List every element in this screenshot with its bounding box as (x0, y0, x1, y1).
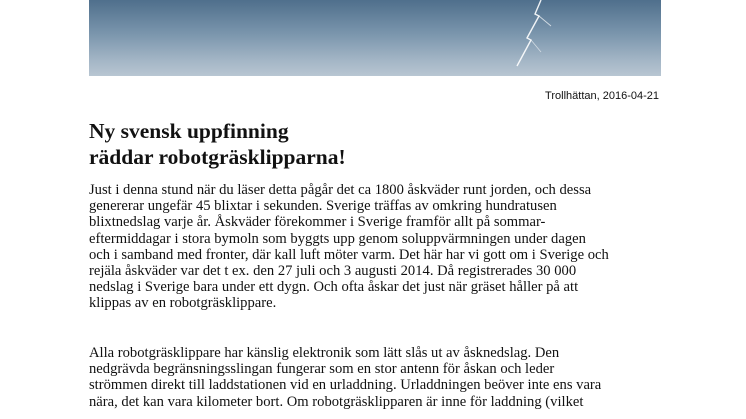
text-line: Just i denna stund när du läser detta pågår det ca 1800 åskväder runt jorden, och dessa (89, 182, 592, 198)
text-line: Alla robotgräsklippare har känslig elektronik som lätt slås ut av åsknedslag. Den (89, 345, 560, 361)
press-release-title (89, 118, 649, 170)
title-line: räddar robotgräsklipparna! (89, 145, 346, 169)
text-line: eftermiddagar i stora bymoln som byggts upp genom soluppvärmningen under dagen (89, 230, 586, 247)
text-line: och i samband med fronter, där kall luft möter varm. Det här har vi gott om i Sverige och (89, 246, 609, 263)
lightning-icon (89, 0, 661, 76)
text-line: strömmen direkt till laddstationen vid en urladdning. Urladdningen beöver inte ens vara (89, 377, 602, 394)
dateline: Trollhättan, 2016-04-21 (545, 90, 659, 102)
text-line: nära, det kan vara kilometer bort. Om robotgräsklipparen är inne för laddning (vilket (89, 393, 584, 410)
text-line: rejäla åskväder var det t ex. den 27 juli och 3 augusti 2014. Då registrerades 30 000 (89, 263, 577, 280)
body-paragraph-2 (89, 345, 664, 410)
title-line: Ny svensk uppfinning (89, 119, 289, 143)
text-line: genererar ungefär 45 blixtar i sekunden. Sverige träffas av omkring hundratusen (89, 198, 557, 215)
hero-image (89, 0, 661, 76)
text-line: blixtnedslag varje år. Åskväder förekommer i Sverige framför allt på sommar- (89, 214, 546, 231)
body-paragraph-1 (89, 182, 664, 312)
text-line: nedgrävda begränsningsslingan fungerar som en stor antenn för åskan och leder (89, 361, 555, 378)
text-line: klippas av en robotgräsklippare. (89, 295, 277, 312)
text-line: nedslag i Sverige bara under ett dygn. Och ofta åskar det just när gräset håller på att (89, 279, 579, 296)
